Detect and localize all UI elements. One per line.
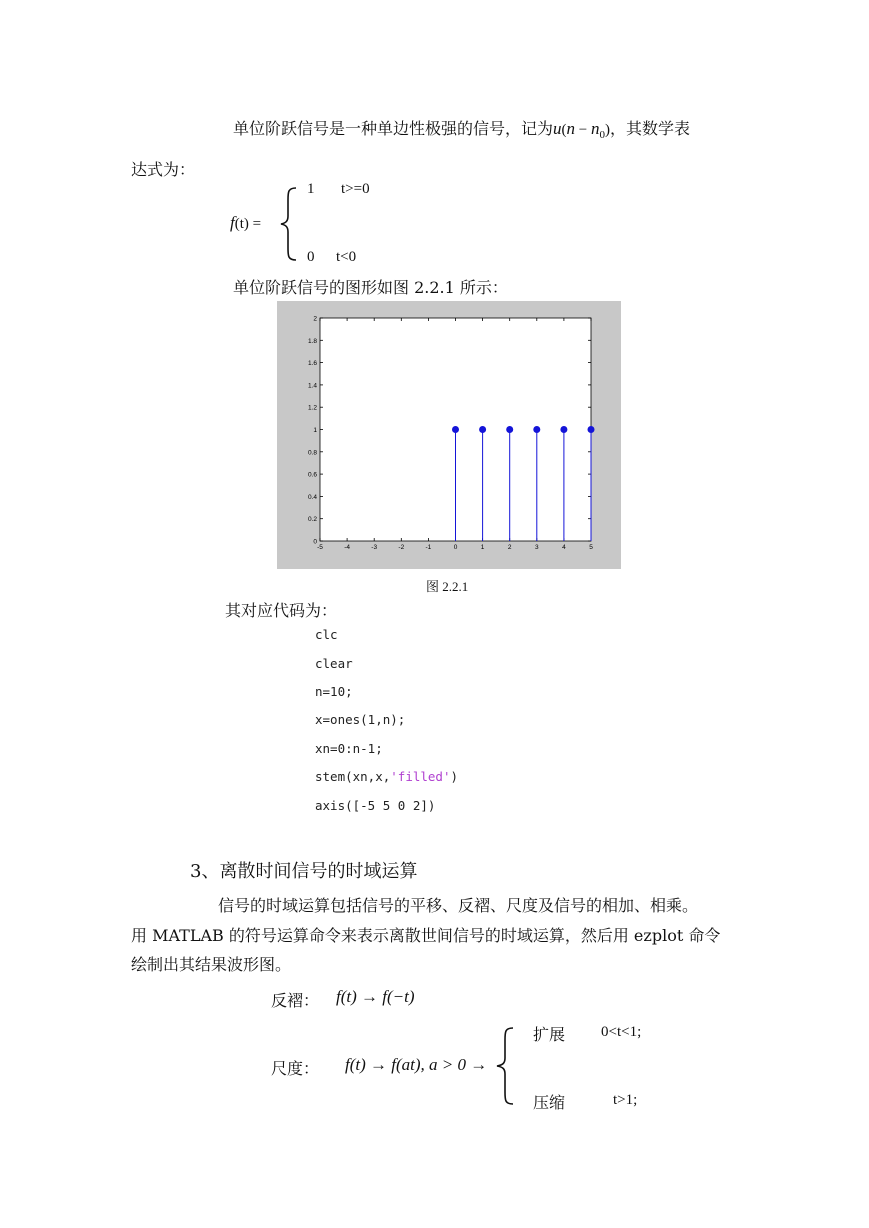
y-tick-label: 0 [313, 538, 317, 546]
stem-marker [453, 427, 459, 433]
y-tick-label: 0.4 [307, 493, 317, 501]
x-tick-label: -5 [317, 544, 323, 551]
n-symbol: n [566, 119, 576, 138]
minus-symbol: − [575, 122, 591, 138]
piecewise-brace [278, 186, 300, 262]
code-line-6 [315, 769, 458, 784]
code-line-7: axis([-5 5 0 2]) [315, 798, 436, 813]
code-line-2: clear [315, 656, 353, 671]
code-line-6-pre: stem(xn,x, [315, 769, 391, 784]
reflect-label: 反褶： [271, 991, 320, 1010]
n0-subscript: 0 [599, 129, 605, 142]
code-line-4: x=ones(1,n); [315, 712, 406, 727]
u-symbol: u [553, 119, 562, 138]
y-tick-label: 2 [313, 315, 317, 323]
y-tick-label: 0.2 [307, 516, 317, 524]
x-tick-label: 3 [534, 544, 539, 551]
code-line-3: n=10; [315, 684, 353, 699]
intro-text: 单位阶跃信号是一种单边性极强的信号，记为 [233, 119, 554, 138]
paren-open: ( [561, 122, 567, 138]
expand-label: 扩展 [533, 1025, 566, 1044]
x-tick-label: -2 [398, 544, 405, 551]
y-tick-label: 0.8 [307, 449, 317, 457]
x-tick-label: 5 [589, 544, 593, 551]
stem-chart [277, 301, 621, 569]
y-tick-label: 0.6 [307, 471, 317, 479]
x-tick-label: 2 [507, 544, 512, 551]
intro-line-2: 达式为： [131, 160, 196, 179]
figure-intro: 单位阶跃信号的图形如图 2.2.1 所示： [233, 278, 508, 297]
case-1-condition: t>=0 [341, 181, 370, 197]
scale-label: 尺度： [271, 1059, 320, 1078]
scale-brace [493, 1026, 517, 1106]
section-body-line-3: 绘制出其结果波形图。 [131, 955, 292, 974]
code-line-6-post: ) [450, 769, 459, 784]
x-tick-labels [317, 544, 593, 551]
stem-marker [534, 427, 540, 433]
x-tick-label: 1 [480, 544, 485, 551]
x-tick-label: 4 [562, 544, 566, 551]
y-tick-label: 1 [313, 427, 317, 434]
intro-tail: ，其数学表 [609, 119, 690, 138]
compress-condition: t>1; [613, 1092, 638, 1108]
x-tick-label: -4 [344, 544, 350, 551]
stem-marker [480, 427, 486, 433]
f-symbol: f [230, 213, 235, 232]
figure-caption: 图 2.2.1 [426, 579, 469, 594]
code-line-1: clc [315, 627, 338, 642]
n0-symbol: n [590, 119, 600, 138]
stem-marker [588, 427, 594, 433]
stem-marker [561, 427, 567, 433]
expand-condition: 0<t<1; [601, 1024, 642, 1040]
y-tick-label: 1.2 [307, 404, 317, 412]
intro-line-1 [233, 116, 690, 141]
code-intro: 其对应代码为： [225, 601, 338, 620]
x-tick-label: -1 [425, 544, 432, 551]
y-tick-label: 1.8 [307, 337, 317, 345]
figure-frame [277, 301, 621, 569]
lhs-arg: (t) = [234, 216, 262, 232]
x-tick-label: 0 [453, 544, 458, 551]
compress-label: 压缩 [533, 1093, 566, 1112]
section-body-line-2: 用 MATLAB 的符号运算命令来表示离散世间信号的时域运算，然后用 ezplot 命令 [131, 926, 721, 945]
stem-marker [507, 427, 513, 433]
section-title: 3、离散时间信号的时域运算 [190, 861, 418, 882]
y-tick-labels [308, 316, 317, 546]
case-2-value: 0 [307, 249, 315, 265]
paren-close: ) [604, 122, 610, 138]
case-1-value: 1 [307, 181, 315, 197]
code-line-5: xn=0:n-1; [315, 741, 383, 756]
section-body-line-1: 信号的时域运算包括信号的平移、反褶、尺度及信号的相加、相乘。 [218, 896, 699, 915]
code-string-literal: 'filled' [390, 769, 451, 784]
piecewise-lhs [230, 213, 261, 233]
scale-formula: f(t) → f(at), a > 0 → [345, 1055, 488, 1074]
case-2-condition: t<0 [336, 249, 357, 265]
reflect-formula: f(t) → f(−t) [336, 987, 415, 1006]
x-tick-label: -3 [371, 544, 378, 551]
y-tick-label: 1.4 [307, 382, 317, 390]
y-tick-label: 1.6 [307, 360, 317, 368]
